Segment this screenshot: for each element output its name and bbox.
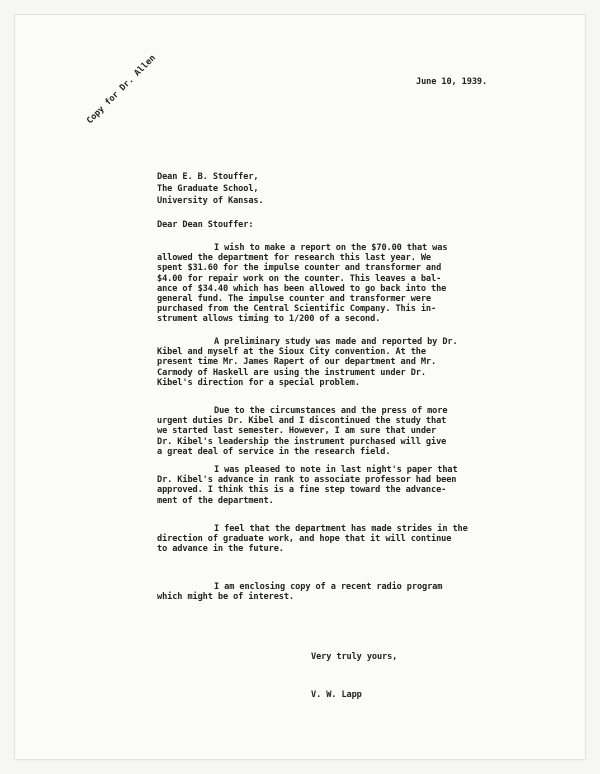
paragraph-line: direction of graduate work, and hope that it will continue	[157, 534, 452, 545]
paragraph-line: present time Mr. James Rapert of our department and Mr.	[157, 357, 437, 368]
address-line: The Graduate School,	[157, 184, 259, 194]
address-line: Dean E. B. Stouffer,	[157, 172, 259, 182]
paragraph-line: spent $31.60 for the impulse counter and transformer and	[157, 263, 442, 274]
paragraph-line: Due to the circumstances and the press of more	[214, 406, 448, 416]
paragraph-line: I am enclosing copy of a recent radio program	[214, 582, 443, 592]
paragraph-line: Dr. Kibel's leadership the instrument purchased will give	[157, 436, 447, 447]
paragraph-line: Kibel's direction for a special problem.	[157, 377, 360, 388]
paragraph-line: urgent duties Dr. Kibel and I discontinued the study that	[157, 416, 447, 427]
salutation: Dear Dean Stouffer:	[157, 220, 254, 230]
paragraph-line: to advance in the future.	[157, 544, 284, 555]
paragraph-line: approved. I think this is a fine step toward the advance-	[157, 485, 447, 496]
paragraph-line: I wish to make a report on the $70.00 that was	[214, 243, 448, 253]
paragraph-line: A preliminary study was made and reported by Dr.	[214, 337, 458, 347]
paragraph-line: which might be of interest.	[157, 592, 294, 603]
paragraph-line: general fund. The impulse counter and transformer were	[157, 294, 431, 304]
paragraph-line: Dr. Kibel's advance in rank to associate professor had been	[157, 475, 457, 486]
address-line: University of Kansas.	[157, 196, 264, 206]
paragraph-line: strument allows timing to 1/200 of a second.	[157, 314, 381, 325]
paragraph-line: purchased from the Central Scientific Company. This in-	[157, 304, 437, 315]
paragraph-line: we started last semester. However, I am sure that under	[157, 426, 437, 437]
signature: V. W. Lapp	[311, 690, 362, 700]
letter-date: June 10, 1939.	[416, 77, 488, 87]
paragraph-line: I was pleased to note in last night's paper that	[214, 465, 458, 475]
paragraph-line: Kibel and myself at the Sioux City convention. At the	[157, 347, 426, 358]
paragraph-line: ance of $34.40 which has been allowed to go back into the	[157, 283, 447, 294]
paragraph-line: I feel that the department has made strides in the	[214, 524, 468, 534]
handwritten-annotation: Copy for Dr. Allen	[85, 53, 158, 127]
closing: Very truly yours,	[311, 652, 398, 662]
paragraph-line: $4.00 for repair work on the counter. This leaves a bal-	[157, 273, 442, 284]
paragraph-line: a great deal of service in the research field.	[157, 446, 391, 457]
paragraph-line: allowed the department for research this last year. We	[157, 253, 431, 264]
paragraph-line: ment of the department.	[157, 495, 274, 506]
paragraph-line: Carmody of Haskell are using the instrument under Dr.	[157, 367, 426, 378]
